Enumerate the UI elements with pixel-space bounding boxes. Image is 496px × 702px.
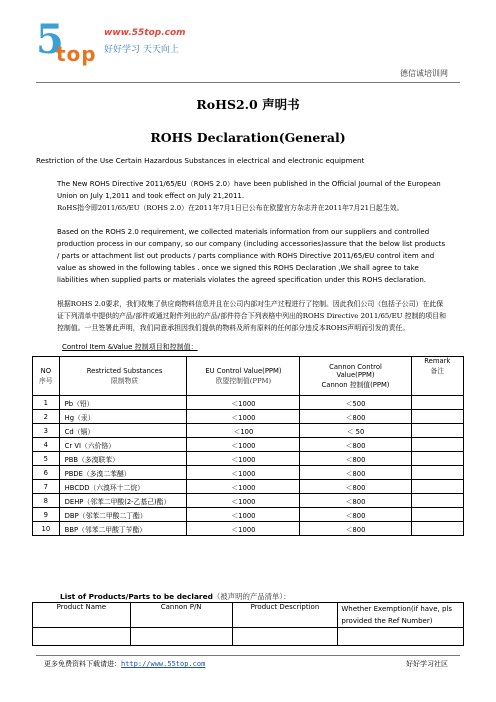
logo-number: 5: [36, 16, 64, 63]
table-row: [33, 410, 464, 424]
logo-word: top: [56, 42, 97, 66]
cell-cannon-value: ＜500: [300, 396, 411, 410]
cell-no: 3: [33, 424, 60, 438]
cell-no: 4: [33, 438, 60, 452]
cell-no: 5: [33, 452, 60, 466]
cell-cannon-value: ＜800: [300, 480, 411, 494]
cell-eu-value: ＜1000: [187, 480, 300, 494]
table-row: [33, 396, 464, 410]
logo-url: www.55top.com: [104, 28, 186, 38]
cell-eu-value: ＜1000: [187, 522, 300, 536]
header-no-en: NO: [40, 367, 52, 375]
header-eu-en: EU Control Value(PPM): [205, 367, 282, 375]
header-remark: [411, 357, 463, 396]
cell-cannon-pn[interactable]: [130, 628, 232, 646]
cell-substance: Pb（铅）: [59, 396, 187, 410]
header-cannon-en1: Cannon Control: [329, 363, 382, 371]
footer-download-label: 更多免费资料下载请进：: [44, 660, 121, 668]
cell-substance: PBB（多溴联苯）: [59, 452, 187, 466]
footer-link[interactable]: http://www.55top.com: [121, 660, 206, 668]
cell-substance: Hg（汞）: [59, 410, 187, 424]
products-table: [32, 602, 464, 646]
cell-substance: BBP（邻苯二甲酸丁苄酯）: [59, 522, 187, 536]
cell-remark[interactable]: [411, 410, 463, 424]
header-product-name: Product Name: [33, 603, 131, 628]
cell-product-description[interactable]: [232, 628, 338, 646]
cell-remark[interactable]: [411, 424, 463, 438]
cell-cannon-value: ＜800: [300, 410, 411, 424]
cell-no: 10: [33, 522, 60, 536]
cell-remark[interactable]: [411, 522, 463, 536]
cell-no: 2: [33, 410, 60, 424]
products-list-label-en: List of Products/Parts to be declared: [60, 592, 213, 601]
cell-no: 7: [33, 480, 60, 494]
cell-eu-value: ＜1000: [187, 466, 300, 480]
footer-community: 好好学习社区: [406, 660, 448, 668]
cell-no: 1: [33, 396, 60, 410]
header-exemption: Whether Exemption(if have, pls provided the Ref Number): [338, 603, 464, 628]
cell-cannon-value: ＜800: [300, 494, 411, 508]
cell-substance: HBCDD（六溴环十二烷）: [59, 480, 187, 494]
products-table-header: [33, 603, 464, 628]
cell-eu-value: ＜100: [187, 424, 300, 438]
table-row: [33, 628, 464, 646]
products-list-label-cn: （被声明的产品清单）：: [212, 592, 291, 601]
paragraph-compliance-cn: 根据ROHS 2.0要求，我们收集了供应商物料信息并且在公司内部对生产过程进行了控制。因此我们公司（包括子公司）在此保证下列清单中提供的产品/部件或通过附件列出的产品/部件符合下列表格中列出的ROHS Directive 2011/65/EU 控制的项目和控制值。一旦签署此声明，我们同意承担因我们提供的物料及所有原料的任何部分违反本ROHS声明而引发的责任。: [57, 300, 446, 332]
cell-substance: DEHP（邻苯二甲酸(2-乙基己)酯）: [59, 494, 187, 508]
header-cannon-en2: Value(PPM): [336, 371, 375, 379]
table-row: [33, 424, 464, 438]
control-table-header: [33, 357, 464, 396]
footer-download-text: [44, 659, 205, 669]
header-cannon-value: [300, 357, 411, 396]
header-divider: [36, 82, 460, 83]
header-cannon-cn: Cannon 控制值(PPM): [321, 381, 390, 389]
cell-eu-value: ＜1000: [187, 438, 300, 452]
cell-substance: Cr VI（六价铬）: [59, 438, 187, 452]
table-row: [33, 438, 464, 452]
header-cannon-pn: Cannon P/N: [130, 603, 232, 628]
document-title: RoHS2.0 声明书: [196, 97, 300, 112]
cell-substance: DBP（邻苯二甲酸二丁酯）: [59, 508, 187, 522]
cell-eu-value: ＜1000: [187, 410, 300, 424]
cell-remark[interactable]: [411, 494, 463, 508]
cell-remark[interactable]: [411, 508, 463, 522]
cell-remark[interactable]: [411, 396, 463, 410]
header-no-cn: 序号: [39, 377, 53, 385]
control-table-label: Control Item &Value 控制项目和控制值：: [62, 343, 198, 351]
restriction-line: Restriction of the Use Certain Hazardous Substances in electrical and electronic equipment: [36, 156, 365, 165]
cell-substance: Cd（镉）: [59, 424, 187, 438]
cell-remark[interactable]: [411, 438, 463, 452]
cell-remark[interactable]: [411, 480, 463, 494]
cell-remark[interactable]: [411, 466, 463, 480]
header-substance-en: Restricted Substances: [86, 367, 163, 375]
header-product-description: Product Description: [232, 603, 338, 628]
header-no: [33, 357, 60, 396]
cell-cannon-value: ＜800: [300, 438, 411, 452]
header-site-name: 德信诚培训网: [400, 69, 448, 78]
table-row: [33, 508, 464, 522]
cell-eu-value: ＜1000: [187, 494, 300, 508]
table-row: [33, 452, 464, 466]
document-subtitle: ROHS Declaration(General): [150, 130, 346, 145]
products-list-label: [60, 591, 291, 602]
cell-cannon-value: ＜800: [300, 452, 411, 466]
cell-cannon-value: ＜800: [300, 466, 411, 480]
cell-cannon-value: ＜ 50: [300, 424, 411, 438]
cell-eu-value: ＜1000: [187, 508, 300, 522]
paragraph-directive-cn: RoHS指令即2011/65/EU（ROHS 2.0）在2011年7月1日已公布在欧盟官方杂志并在2011年7月21日起生效。: [57, 204, 404, 212]
cell-no: 9: [33, 508, 60, 522]
control-table: [32, 356, 464, 536]
header-substance: [59, 357, 187, 396]
paragraph-compliance: Based on the ROHS 2.0 requirement, we collected materials information from our suppliers and controlled production process in our company, so our company (including accessories)assure that the below list products / parts or attachment list out products / parts compliance with ROHS Directive 2011/65/EU control item and value as showed in the following tables . once we signed this ROHS Declaration ,We shall agree to take liabilities when supplied parts or materials violates the agreed specification under this ROHS declaration.: [57, 228, 446, 284]
cell-cannon-value: ＜800: [300, 522, 411, 536]
paragraph-directive: The New ROHS Directive 2011/65/EU（ROHS 2.0）have been published in the Official Journal of the European Union on July 1,2011 and took effect on July 21,2011.: [57, 180, 441, 200]
header-eu-cn: 欧盟控制值(PPM): [215, 377, 272, 385]
header-eu-value: [187, 357, 300, 396]
header-remark-cn: 备注: [430, 367, 445, 375]
site-logo: [36, 18, 236, 68]
table-row: [33, 522, 464, 536]
cell-eu-value: ＜1000: [187, 452, 300, 466]
table-row: [33, 480, 464, 494]
table-row: [33, 466, 464, 480]
cell-remark[interactable]: [411, 452, 463, 466]
cell-product-name[interactable]: [33, 628, 131, 646]
cell-eu-value: ＜1000: [187, 396, 300, 410]
logo-slogan: 好好学习 天天向上: [104, 45, 179, 55]
header-remark-en: Remark: [424, 357, 451, 365]
footer-divider: [36, 655, 460, 656]
table-row: [33, 494, 464, 508]
cell-exemption[interactable]: [338, 628, 464, 646]
cell-substance: PBDE（多溴二苯醚）: [59, 466, 187, 480]
cell-no: 6: [33, 466, 60, 480]
cell-cannon-value: ＜800: [300, 508, 411, 522]
header-substance-cn: 限制物质: [110, 377, 139, 385]
cell-no: 8: [33, 494, 60, 508]
